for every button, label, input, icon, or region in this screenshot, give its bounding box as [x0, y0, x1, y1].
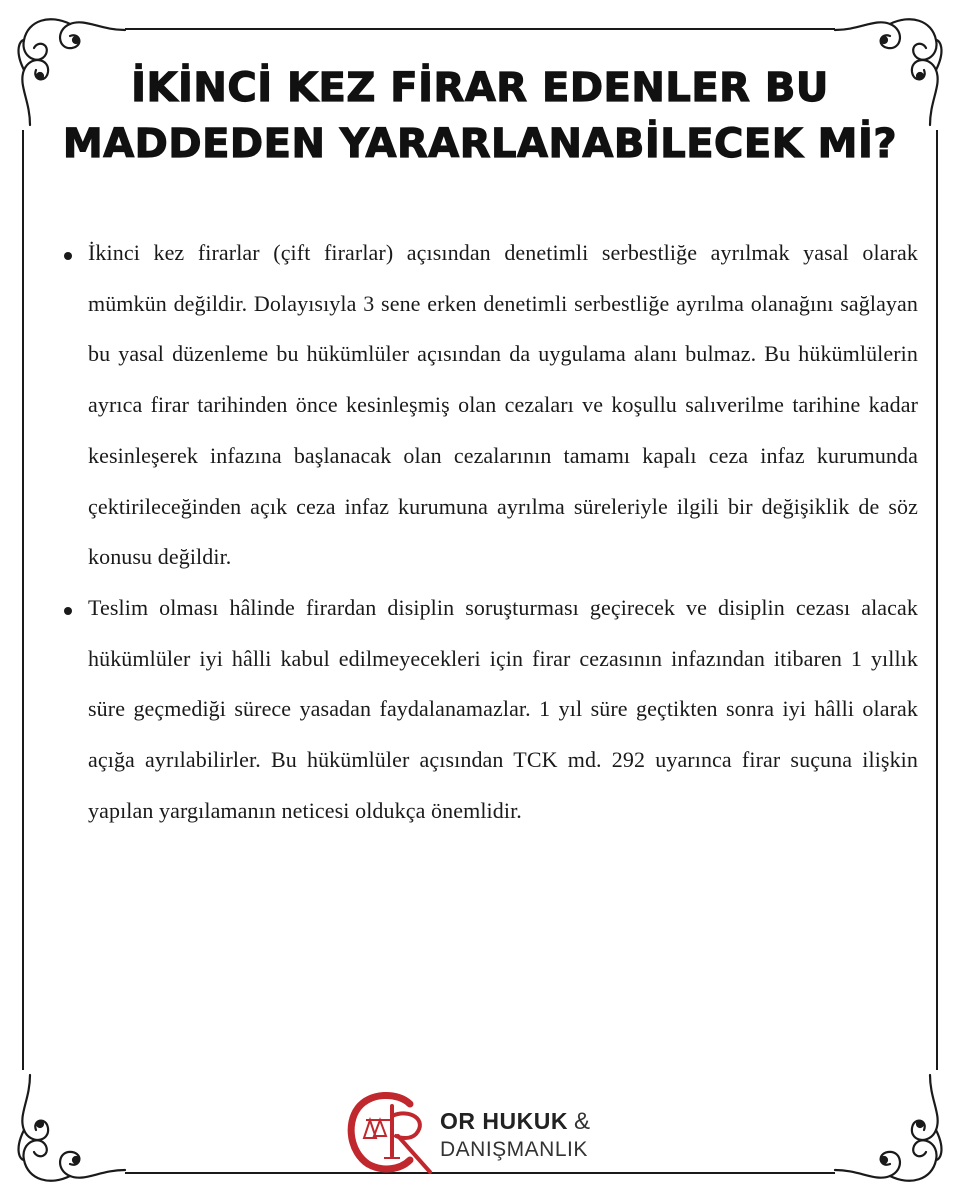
bullet-text: Teslim olması hâlinde firardan disiplin soruşturması geçirecek ve disiplin cezası alacak hükümlüler iyi hâlli kabul edilmeyecekleri için firar cezasının infazından itibaren 1 yıllık süre geçmediği sürece yasadan faydalanamazlar. 1 yıl süre geçtikten sonra iyi hâlli olarak açığa ayrılabilirler. Bu hükümlüler açısından TCK md. 292 uyarınca firar suçuna ilişkin yapılan yargılamanın neticesi oldukça önemlidir.	[88, 594, 918, 823]
logo-firm-name: OR HUKUK	[440, 1108, 568, 1134]
bullet-text: İkinci kez firarlar (çift firarlar) açısından denetimli serbestliğe ayrılmak yasal olarak mümkün değildir. Dolayısıyla 3 sene erken denetimli serbestliğe ayrılma olanağını sağlayan bu yasal düzenleme bu hükümlüler açısından da uygulama alanı bulmaz. Bu hükümlülerin ayrıca firar tarihinden önce kesinleşmiş olan cezaları ve koşullu salıverilme tarihine kadar kesinleşerek infazına başlanacak olan cezalarının tamamı kapalı ceza infaz kurumunda çektirileceğinden açık ceza infaz kurumuna ayrılma süreleriyle ilgili bir değişiklik de söz konusu değildir.	[88, 240, 918, 570]
logo-line-1	[440, 1108, 590, 1136]
frame-top-line	[125, 28, 835, 30]
corner-ornament-bottom-right	[830, 1070, 950, 1190]
bullet-dot-icon	[64, 607, 72, 615]
bullet-item	[58, 228, 918, 583]
bullet-item	[58, 583, 918, 837]
page-title	[60, 60, 900, 172]
ornamental-scroll-icon	[830, 1070, 950, 1190]
frame-left-line	[22, 130, 24, 1070]
bullet-dot-icon	[64, 252, 72, 260]
corner-ornament-bottom-left	[10, 1070, 130, 1190]
frame-right-line	[936, 130, 938, 1070]
brand-logo	[340, 1086, 640, 1178]
article-body	[58, 228, 918, 836]
ornamental-scroll-icon	[10, 1070, 130, 1190]
title-line-1: İKİNCİ KEZ FİRAR EDENLER BU	[131, 65, 829, 111]
scales-of-justice-logo-icon	[340, 1086, 440, 1178]
logo-line-2: DANIŞMANLIK	[440, 1138, 588, 1161]
title-line-2: MADDEDEN YARARLANABİLECEK Mİ?	[62, 121, 898, 167]
logo-ampersand: &	[573, 1108, 591, 1135]
